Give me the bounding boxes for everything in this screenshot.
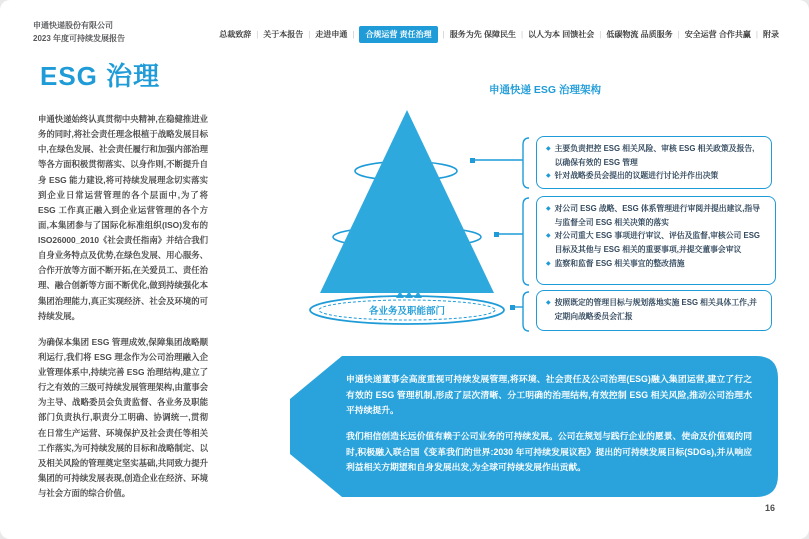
report-edition: 2023 年度可持续发展报告 xyxy=(33,34,126,44)
highlight-box xyxy=(290,356,778,497)
callout-bullet-list xyxy=(546,202,766,270)
highlight-paragraph: 申通快递董事会高度重视可持续发展管理,将环境、社会责任及公司治理(ESG)融入集团运营,建立了行之有效的 ESG 管理机制,形成了层次清晰、分工明确的治理结构,有效控制 ESG 相关风险,推动公司治理水平持续提升。 xyxy=(346,374,752,416)
nav-item-6[interactable]: 以人为本 回馈社会 xyxy=(528,30,595,39)
nav-item-8[interactable]: 安全运营 合作共赢 xyxy=(684,30,751,39)
nav-divider: | xyxy=(256,30,259,39)
callout-bullet-list xyxy=(546,296,762,323)
nav-divider: | xyxy=(677,30,680,39)
callout-bullet-text: 针对战略委员会提出的议题进行讨论并作出决策 xyxy=(554,171,719,181)
nav-item-1[interactable]: 总裁致辞 xyxy=(219,30,252,39)
diamond-bullet-icon: ◆ xyxy=(546,146,551,152)
callout-bullet-text: 按照既定的管理目标与规划落地实施 ESG 相关具体工作,并定期向战略委员会汇报 xyxy=(554,298,757,321)
page-number: 16 xyxy=(764,503,775,513)
nav-item-7[interactable]: 低碳物流 品质服务 xyxy=(606,30,673,39)
callout-bullet xyxy=(546,142,762,169)
callout-bullet-text: 监察和监督 ESG 相关事宜的整改措施 xyxy=(554,258,685,268)
page-title: ESG 治理 xyxy=(40,61,161,91)
callout-bullet-text: 对公司 ESG 战略、ESG 体系管理进行审阅并提出建议,指导与监督全司 ESG 相关决策的落实 xyxy=(554,204,760,227)
nav-divider: | xyxy=(599,30,602,39)
callout-bullet xyxy=(546,229,766,256)
company-name: 申通快递股份有限公司 xyxy=(33,21,113,30)
intro-text-column xyxy=(38,112,208,501)
callout-bullet xyxy=(546,257,766,271)
diamond-bullet-icon: ◆ xyxy=(546,206,551,212)
callout-departments xyxy=(536,290,772,331)
base-ellipse xyxy=(310,296,504,324)
diamond-bullet-icon: ◆ xyxy=(546,233,551,240)
intro-paragraph: 为确保本集团 ESG 管理成效,保障集团战略顺利运行,我们将 ESG 理念作为公司治理融入企业管理体系中,持续完善 ESG 治理结构,建立了行之有效的三级可持续发展管理架构,由董事会为主导、战略委员会负责监督、各业务及职能部门负责执行,职责分工明确、协调统一,贯彻在日常生产运营、环境保护及社会责任等相关工作落实,为可持续发展的目标和战略制定、以及相关风险的管理奠定坚实基础,共同致力提升集团的可持续发展表现,创造企业在经济、环境与社会方面的综合价值。 xyxy=(38,336,208,498)
highlight-paragraph: 我们相信创造长远价值有赖于公司业务的可持续发展。公司在规划与践行企业的愿景、使命及价值观的同时,积极融入联合国《变革我们的世界:2030 年可持续发展议程》提出的可持续发展目标(SDGs),并从响应利益相关方期望和自身发展出发,为全球可持续发展作出贡献。 xyxy=(346,430,752,473)
nav-item-9[interactable]: 附录 xyxy=(763,30,779,39)
nav-item-2[interactable]: 关于本报告 xyxy=(263,30,304,39)
intro-paragraph: 申通快递始终认真贯彻中央精神,在稳健推进业务的同时,将社会责任理念根植于战略发展目标中,在绿色发展、社会责任履行和加强内部治理等各方面积极贯彻落实、以身作则,不断提升自身 ESG 能力建设,将可持续发展理念切实落实到企业日常运营管理的各个层面中,为了将 ESG 工作真正融入到企业运营管理的各个方面,本集团参与了国际化标准组织(ISO)发布的 ISO26000_2010《社会责任指南》并结合我们自身业务特点及优势,在绿色发展、用心服务、合作开放等方面不断开拓,在关爱员工、责任治理、融合创新等方面不断优化,做到持续强化本集团治理能力,真正实现经济、社会及环境的可持续发展。 xyxy=(38,114,208,321)
esg-pyramid-diagram xyxy=(290,95,540,340)
diamond-bullet-icon: ◆ xyxy=(546,260,551,267)
nav-divider: | xyxy=(520,30,524,39)
pyramid-base-label: 各业务及职能部门 xyxy=(368,306,446,317)
highlight-box-text xyxy=(290,356,778,497)
nav-item-3[interactable]: 走进申通 xyxy=(315,30,348,39)
callout-bullet xyxy=(546,296,762,323)
pyramid-triangle xyxy=(320,110,494,293)
top-nav xyxy=(219,26,779,43)
nav-divider: | xyxy=(308,30,311,39)
diagram-title: 申通快递 ESG 治理架构 xyxy=(488,84,601,96)
nav-item-5[interactable]: 服务为先 保障民生 xyxy=(449,30,516,39)
diamond-bullet-icon: ◆ xyxy=(546,300,551,306)
nav-item-4[interactable]: 合规运营 责任治理 xyxy=(359,26,437,43)
callout-bullet-text: 主要负责把控 ESG 相关风险、审核 ESG 相关政策及报告,以确保有效的 ESG 管理 xyxy=(554,144,755,167)
nav-divider: | xyxy=(755,30,758,39)
callout-strategy-committee xyxy=(536,196,776,285)
nav-divider: | xyxy=(442,30,445,39)
callout-bullet-text: 对公司重大 ESG 事项进行审议、评估及监督,审核公司 ESG 目标及其他与 ESG 相关的重要事项,并提交董事会审议 xyxy=(554,231,760,254)
diamond-bullet-icon: ◆ xyxy=(546,173,551,180)
nav-divider: | xyxy=(352,30,355,39)
report-brand xyxy=(33,19,125,45)
callout-bullet xyxy=(546,169,762,183)
callout-bullet xyxy=(546,202,766,229)
callout-bullet-list xyxy=(546,142,762,183)
callout-board xyxy=(536,136,772,189)
